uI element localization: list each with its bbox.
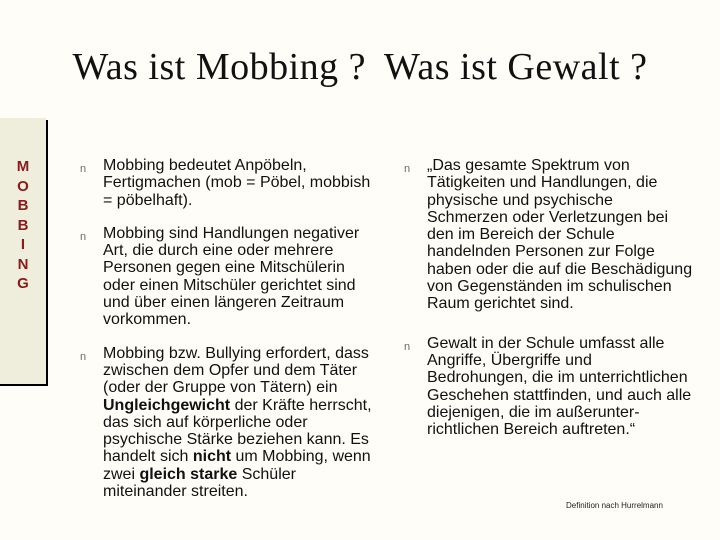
emphasis-text: gleich starke bbox=[139, 465, 238, 483]
sidebar-vertical-rule bbox=[46, 120, 48, 385]
bullet-text: Mobbing bzw. Bullying erfordert, dass zwischen dem Opfer und dem Täter (oder der Gruppe von Tätern) ein Ungleichgewicht der Kräfte herrscht, das sich auf körperliche oder psychische Stärke beziehen kann. Es handelt sich nicht um Mobbing, wenn zwei gleich starke Schüler miteinander streiten. bbox=[103, 344, 372, 501]
emphasis-text: Ungleichgewicht bbox=[103, 396, 231, 414]
bullet-text: Mobbing bedeutet Anpöbeln, Fertigmachen (mob = Pöbel, mobbish = pöbelhaft). bbox=[103, 157, 371, 209]
title-gewalt: Was ist Gewalt ? bbox=[384, 46, 648, 88]
sidebar-horizontal-rule bbox=[0, 384, 48, 386]
left-column bbox=[80, 157, 380, 516]
bullet-square-icon: n bbox=[80, 230, 87, 243]
bullet-text: „Das gesamte Spektrum von Tätigkeiten und Handlungen, die physische und psychische Schmerzen oder Verletzungen bei den im Bereich der Schule handelnden Personen zur Folge haben oder die auf die Beschädigung von Gegenständen im schulischen Raum gerichtet sind. bbox=[427, 157, 693, 313]
bullet-square-icon: n bbox=[404, 163, 411, 175]
bullet-item-imbalance bbox=[80, 345, 380, 501]
bullet-text: Mobbing sind Handlungen negativer Art, die durch eine oder mehrere Personen gegen eine Mitschülerin oder einen Mitschüler gerichtet sind und über einen längeren Zeitraum vorkommen. bbox=[103, 224, 360, 329]
bullet-item-violence-definition bbox=[404, 157, 694, 313]
sidebar-letter: B bbox=[17, 197, 29, 214]
sidebar-letter: G bbox=[17, 275, 29, 292]
sidebar-letter: B bbox=[17, 216, 29, 234]
emphasis-text: nicht bbox=[192, 448, 232, 466]
bullet-item-violence-school bbox=[404, 335, 694, 439]
slide-title bbox=[0, 45, 720, 89]
right-column bbox=[404, 157, 694, 460]
sidebar-letter: O bbox=[17, 177, 29, 195]
title-mobbing: Was ist Mobbing ? bbox=[72, 46, 367, 88]
sidebar-letter: N bbox=[17, 255, 29, 273]
bullet-square-icon: n bbox=[80, 350, 87, 363]
bullet-square-icon: n bbox=[80, 163, 87, 175]
bullet-square-icon: n bbox=[404, 340, 411, 353]
bullet-item-definition bbox=[80, 157, 380, 209]
bullet-text: Gewalt in der Schule umfasst alle Angriffe, Übergriffe und Bedrohungen, die im unterrichtlichen Geschehen stattfinden, und auch alle diejenigen, die im außerunter-richtlichen Bereich auftreten.“ bbox=[427, 334, 692, 439]
sidebar-letters bbox=[0, 157, 46, 294]
sidebar-letter: I bbox=[20, 236, 26, 253]
bullet-item-actions bbox=[80, 225, 380, 329]
footnote-source: Definition nach Hurrelmann bbox=[566, 501, 663, 510]
sidebar-letter: M bbox=[16, 158, 30, 175]
